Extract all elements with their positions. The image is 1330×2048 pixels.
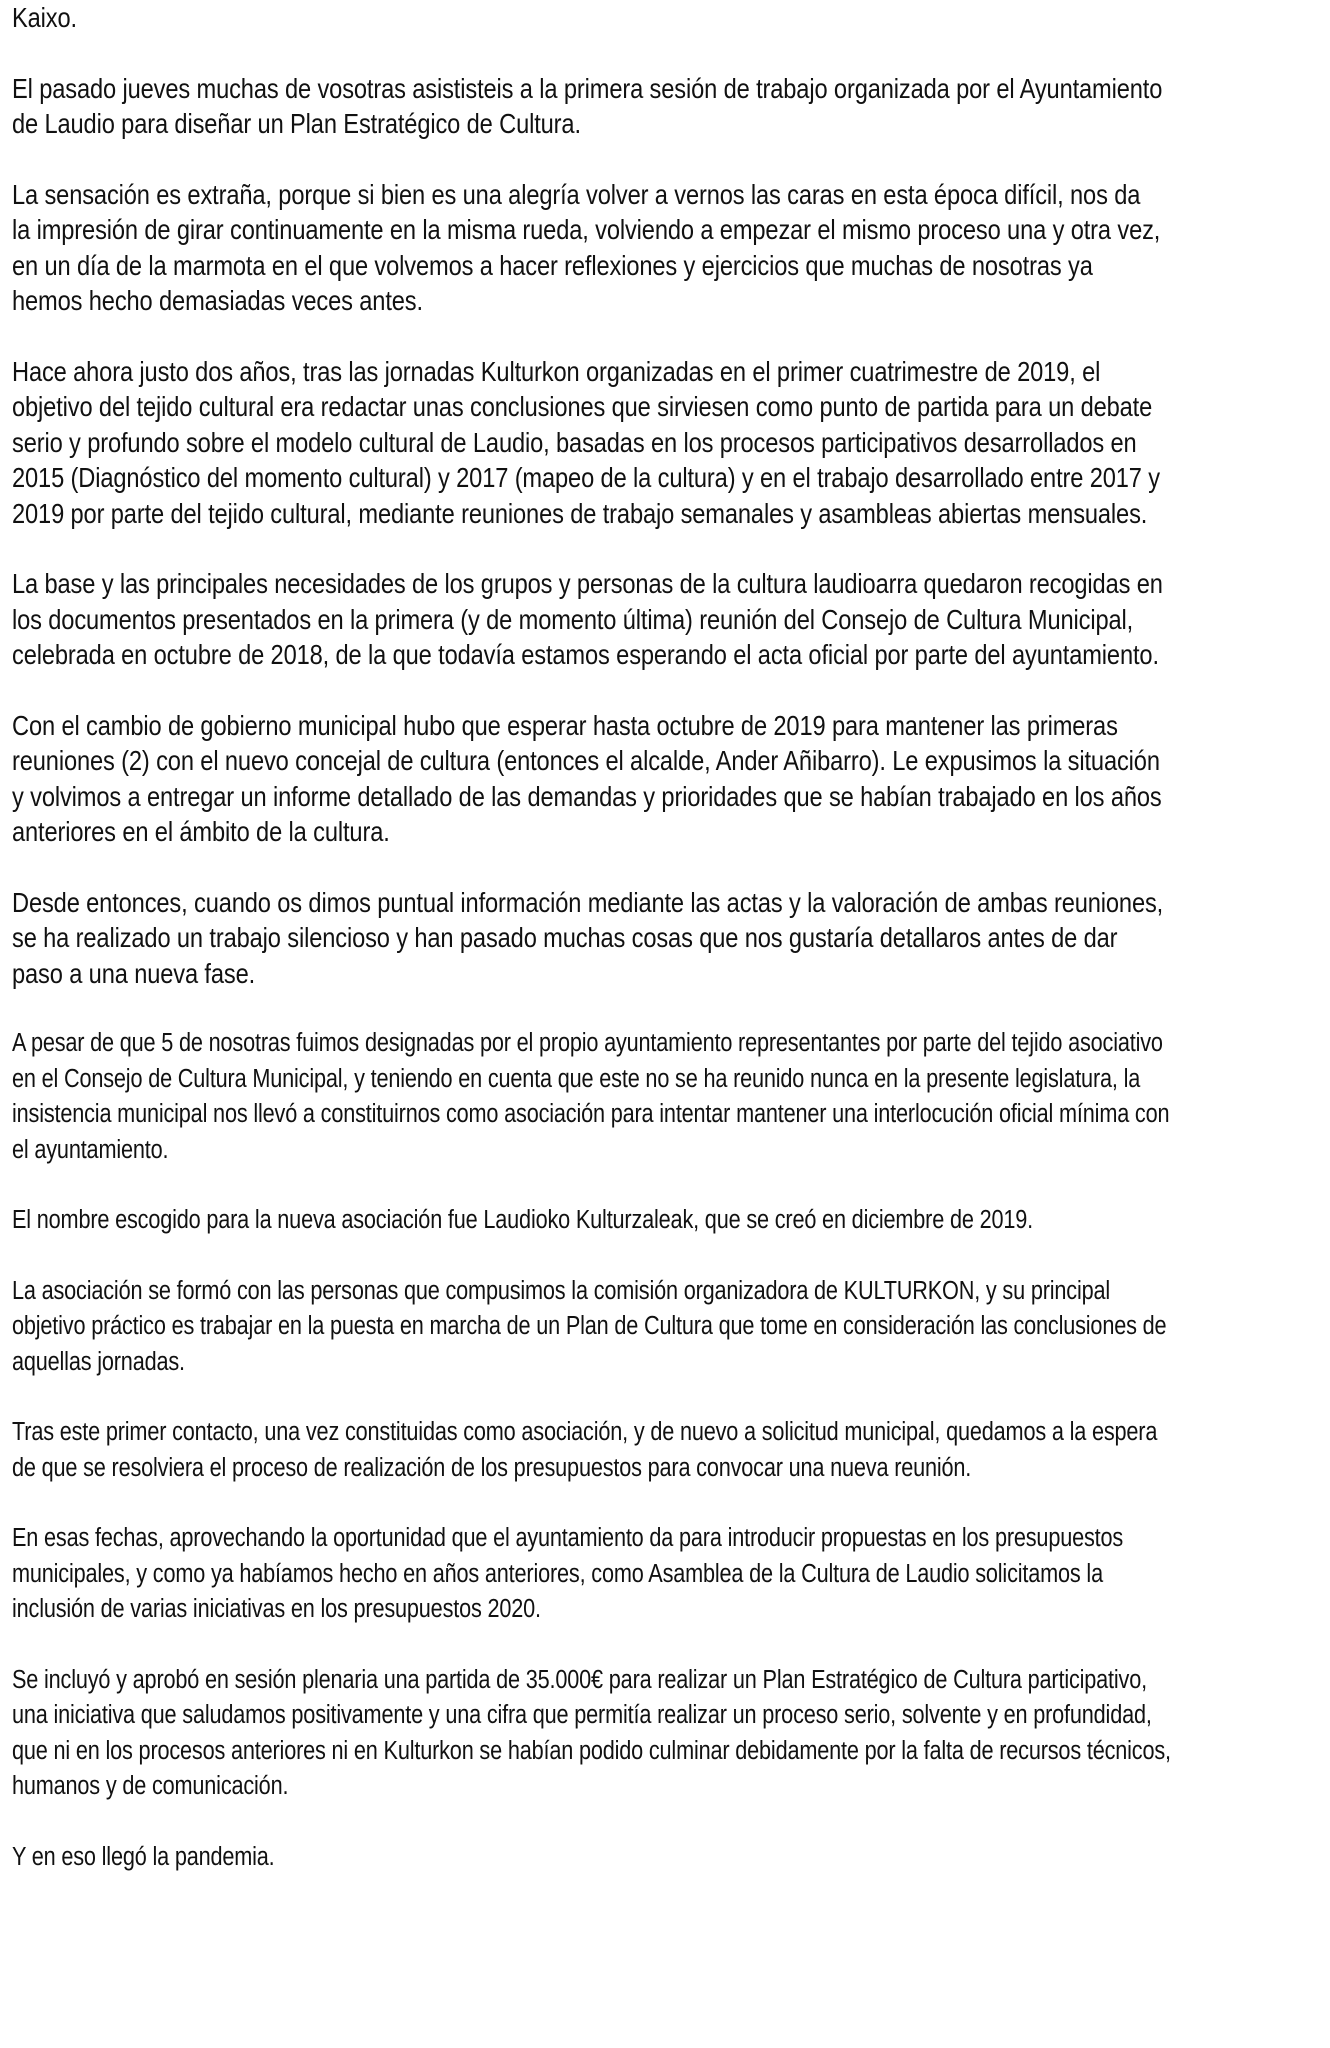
- paragraph-7: A pesar de que 5 de nosotras fuimos designadas por el propio ayuntamiento representantes por parte del tejido asociativo en el Consejo de Cultura Municipal, y teniendo en cuenta que este no se ha reunido nunca en la presente legislatura, la insistencia municipal nos llevó a constituirnos como asociación para intentar mantener una interlocución oficial mínima con el ayuntamiento.: [12, 1029, 1170, 1164]
- paragraph-3: Hace ahora justo dos años, tras las jornadas Kulturkon organizadas en el primer cuatrimestre de 2019, el objetivo del tejido cultural era redactar unas conclusiones que sirviesen como punto de partida para un debate serio y profundo sobre el modelo cultural de Laudio, basadas en los procesos participativos desarrollados en 2015 (Diagnóstico del momento cultural) y 2017 (mapeo de la cultura) y en el trabajo desarrollado entre 2017 y 2019 por parte del tejido cultural, mediante reuniones de trabajo semanales y asambleas abiertas mensuales.: [12, 355, 1160, 529]
- paragraph-13: Y en eso llegó la pandemia.: [12, 1842, 275, 1871]
- paragraph-11: En esas fechas, aprovechando la oportunidad que el ayuntamiento da para introducir propuestas en los presupuestos municipales, y como ya habíamos hecho en años anteriores, como Asamblea de la Cultura de Laudio solicitamos la inclusión de varias iniciativas en los presupuestos 2020.: [12, 1524, 1124, 1623]
- paragraph-2: La sensación es extraña, porque si bien es una alegría volver a vernos las caras en esta época difícil, nos da la impresión de girar continuamente en la misma rueda, volviendo a empezar el mismo proceso una y otra vez, en un día de la marmota en el que volvemos a hacer reflexiones y ejercicios que muchas de nosotras ya hemos hecho demasiadas veces antes.: [12, 178, 1161, 316]
- paragraph-1: El pasado jueves muchas de vosotras asististeis a la primera sesión de trabajo organizada por el Ayuntamiento de Laudio para diseñar un Plan Estratégico de Cultura.: [12, 72, 1163, 139]
- paragraph-5: Con el cambio de gobierno municipal hubo que esperar hasta octubre de 2019 para mantener las primeras reuniones (2) con el nuevo concejal de cultura (entonces el alcalde, Ander Añibarro). Le expusimos la situación y volvimos a entregar un informe detallado de las demandas y prioridades que se habían trabajado en los años anteriores en el ámbito de la cultura.: [12, 709, 1162, 847]
- paragraph-9: La asociación se formó con las personas que compusimos la comisión organizadora de KULTURKON, y su principal objetivo práctico es trabajar en la puesta en marcha de un Plan de Cultura que tome en consideración las conclusiones de aquellas jornadas.: [12, 1276, 1167, 1376]
- paragraph-8: El nombre escogido para la nueva asociación fue Laudioko Kulturzaleak, que se creó en diciembre de 2019.: [12, 1206, 1033, 1234]
- paragraph-12: Se incluyó y aprobó en sesión plenaria una partida de 35.000€ para realizar un Plan Estratégico de Cultura participativo, una iniciativa que saludamos positivamente y una cifra que permitía realizar un proceso serio, solvente y en profundidad, que ni en los procesos anteriores ni en Kulturkon se habían podido culminar debidamente por la falta de recursos técnicos, humanos y de comunicación.: [12, 1665, 1171, 1800]
- paragraph-4: La base y las principales necesidades de los grupos y personas de la cultura laudioarra quedaron recogidas en los documentos presentados en la primera (y de momento última) reunión del Consejo de Cultura Municipal, celebrada en octubre de 2018, de la que todavía estamos esperando el acta oficial por parte del ayuntamiento.: [12, 568, 1163, 670]
- paragraph-6: Desde entonces, cuando os dimos puntual información mediante las actas y la valoración de ambas reuniones, se ha realizado un trabajo silencioso y han pasado muchas cosas que nos gustaría detallaros antes de dar paso a una nueva fase.: [12, 886, 1164, 989]
- letter-body: [12, 0, 1312, 1875]
- paragraph-10: Tras este primer contacto, una vez constituidas como asociación, y de nuevo a solicitud municipal, quedamos a la espera de que se resolviera el proceso de realización de los presupuestos para convocar una nueva reunión.: [12, 1418, 1158, 1482]
- greeting: Kaixo.: [12, 2, 77, 33]
